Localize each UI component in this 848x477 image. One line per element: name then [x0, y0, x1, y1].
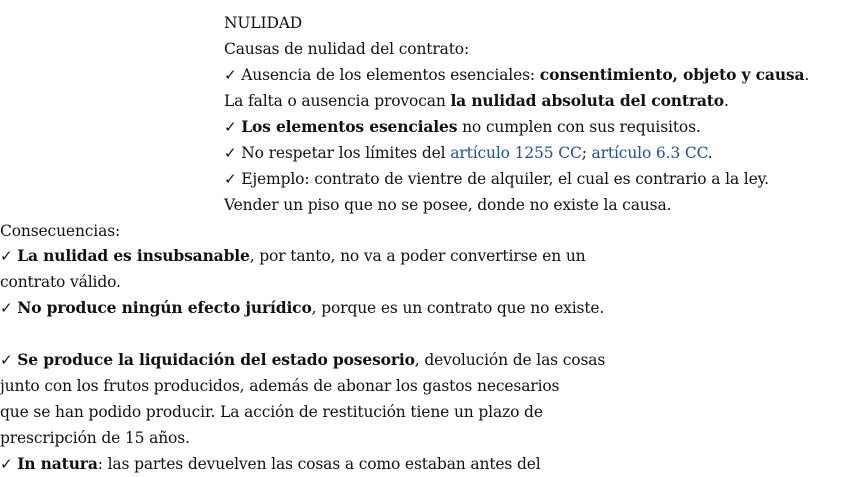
consequence-3-suffix: , devolución de las cosas — [414, 351, 606, 369]
consequence-item-1-continuation: contrato válido. — [0, 273, 121, 291]
cause-3-suffix: . — [707, 144, 713, 162]
check-mark-icon: ✓ — [224, 144, 237, 162]
consequence-1-bold: La nulidad es insubsanable — [17, 246, 250, 265]
cause-3-text: No respetar los límites del — [236, 144, 451, 162]
cause-1-text: Ausencia de los elementos esenciales: — [236, 66, 540, 84]
cause-1-cont-bold: la nulidad absoluta del contrato — [450, 91, 724, 110]
cause-1-cont-text: La falta o ausencia provocan — [224, 92, 451, 110]
check-mark-icon: ✓ — [224, 170, 237, 188]
cause-2-suffix: no cumplen con sus requisitos. — [457, 118, 701, 136]
cause-item-1 — [224, 62, 809, 88]
consequence-item-3-continuation-1: junto con los frutos producidos, además de abonar los gastos necesarios — [0, 377, 560, 395]
consequence-item-3-continuation-2: que se han podido producir. La acción de restitución tiene un plazo de — [0, 403, 543, 421]
cause-1-bold: consentimiento, objeto y causa — [539, 65, 805, 84]
link-articulo-1255[interactable]: artículo 1255 CC — [450, 144, 582, 162]
check-mark-icon: ✓ — [0, 299, 13, 317]
cause-1-suffix: . — [804, 66, 810, 84]
cause-item-3 — [224, 140, 713, 166]
cause-2-bold: Los elementos esenciales — [241, 117, 458, 136]
consequence-item-2 — [0, 295, 604, 321]
consequence-2-bold: No produce ningún efecto jurídico — [17, 298, 312, 317]
consequence-1-suffix: , por tanto, no va a poder convertirse en un — [249, 247, 586, 265]
cause-item-4 — [224, 166, 769, 192]
consequences-heading: Consecuencias: — [0, 222, 121, 240]
cause-item-1-continuation — [224, 88, 729, 114]
cause-4-text: Ejemplo: contrato de vientre de alquiler, el cual es contrario a la ley. — [236, 170, 769, 188]
consequence-3-bold: Se produce la liquidación del estado posesorio — [17, 350, 415, 369]
check-mark-icon: ✓ — [224, 66, 237, 84]
check-mark-icon: ✓ — [0, 455, 13, 473]
consequence-4-suffix: : las partes devuelven las cosas a como estaban antes del — [97, 455, 541, 473]
check-mark-icon: ✓ — [0, 247, 13, 265]
consequence-item-3-continuation-3: prescripción de 15 años. — [0, 429, 190, 447]
cause-1-cont-suffix: . — [724, 92, 729, 110]
consequence-item-1 — [0, 243, 585, 269]
consequence-item-4 — [0, 451, 541, 477]
consequence-item-3 — [0, 347, 605, 373]
consequence-4-bold: In natura — [17, 454, 98, 473]
check-mark-icon: ✓ — [224, 118, 237, 136]
cause-3-separator: ; — [581, 144, 592, 162]
causes-heading: Causas de nulidad del contrato: — [224, 40, 470, 58]
cause-item-2 — [224, 114, 701, 140]
consequence-2-suffix: , porque es un contrato que no existe. — [311, 299, 605, 317]
cause-item-4-continuation: Vender un piso que no se posee, donde no existe la causa. — [224, 196, 672, 214]
section-title-nulidad: NULIDAD — [224, 14, 303, 32]
check-mark-icon: ✓ — [0, 351, 13, 369]
link-articulo-6-3[interactable]: artículo 6.3 CC — [591, 144, 708, 162]
